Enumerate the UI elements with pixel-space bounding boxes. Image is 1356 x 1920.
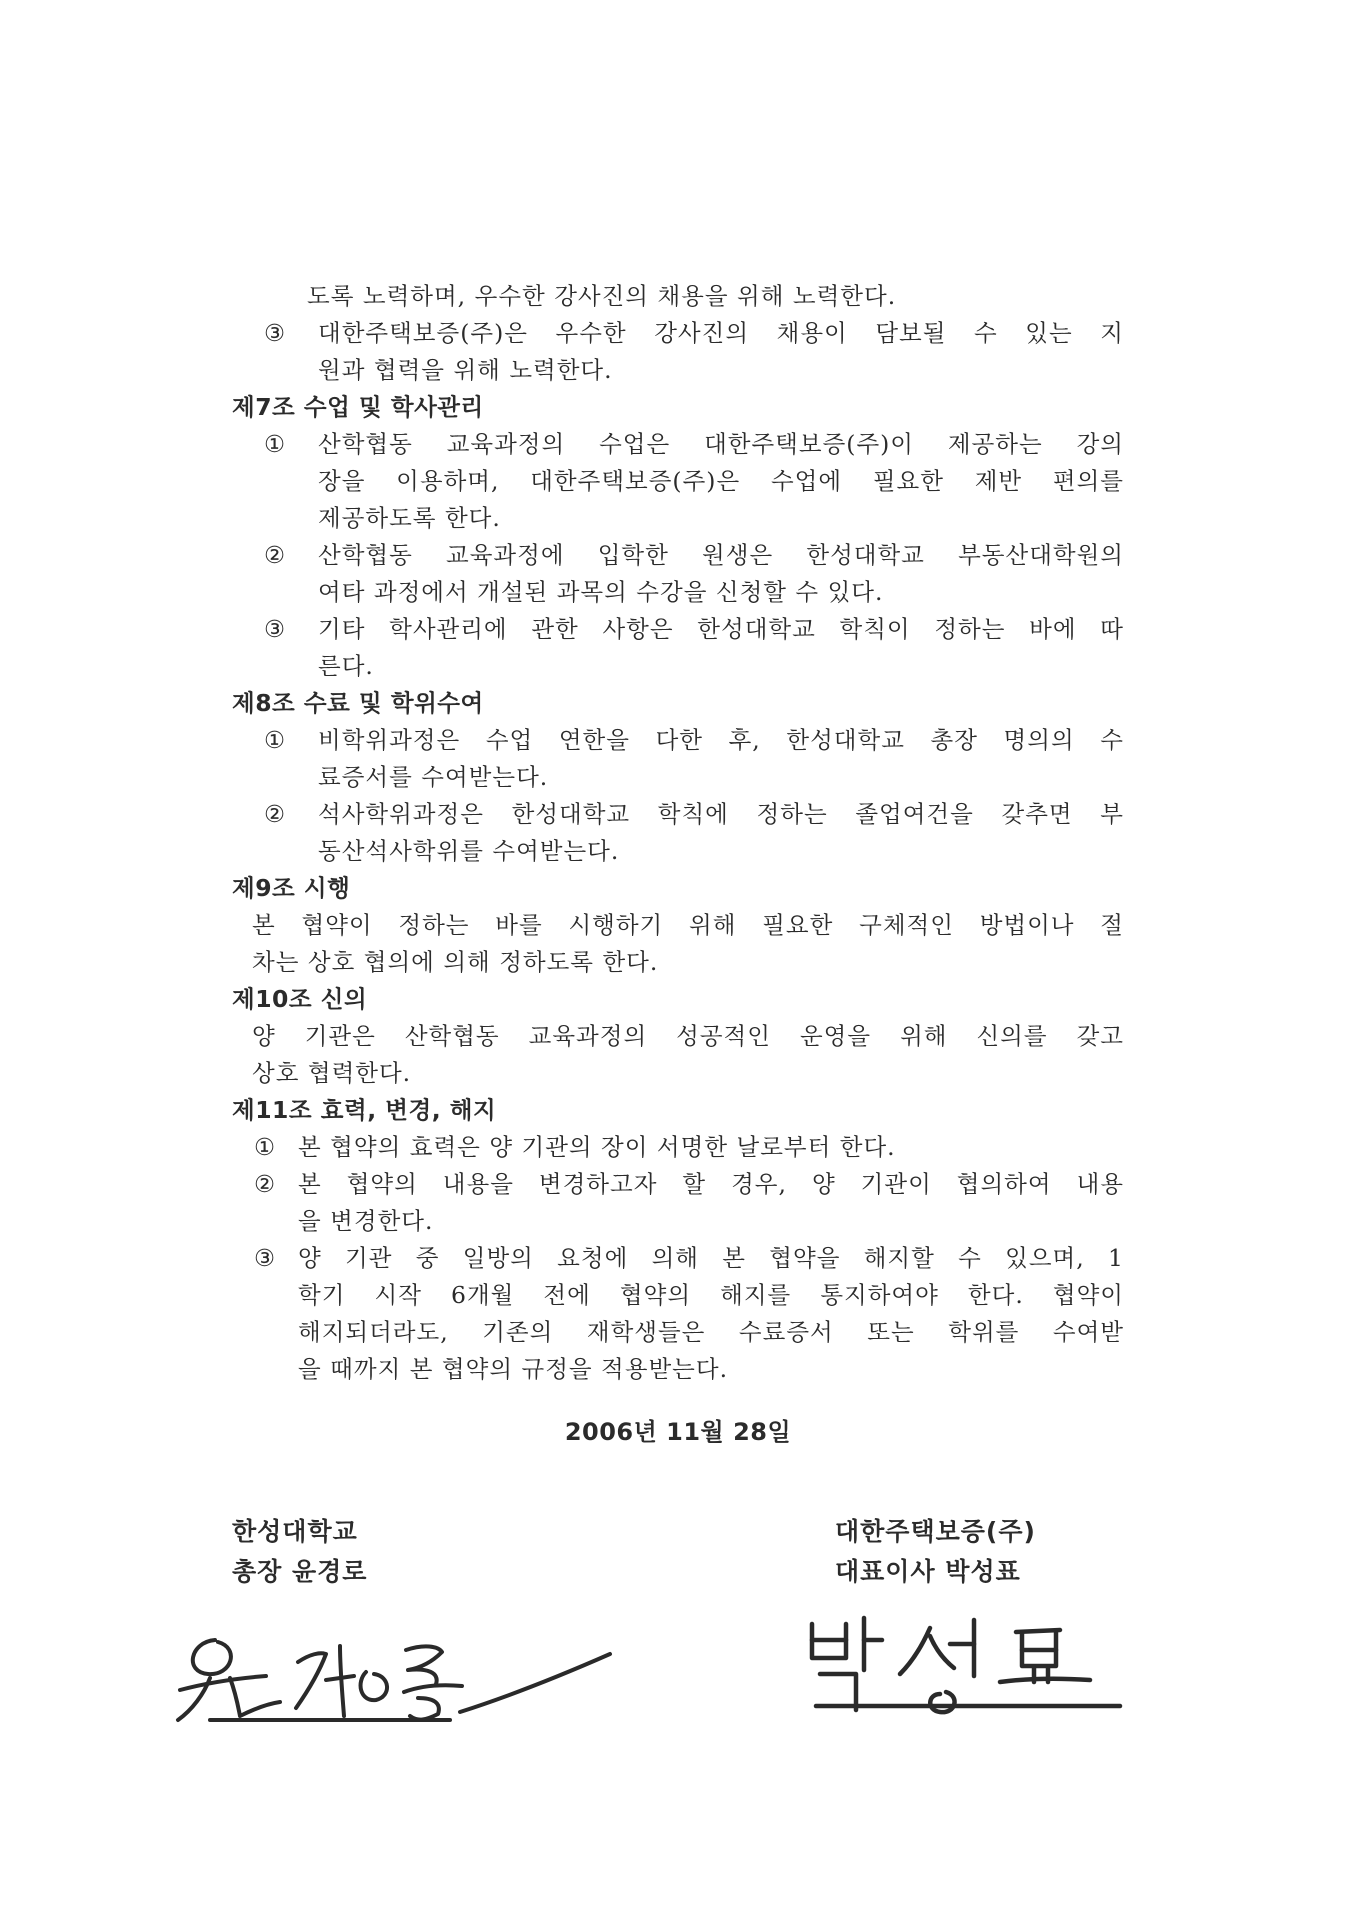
text-line: 양 기관 중 일방의 요청에 의해 본 협약을 해지할 수 있으며, 1	[298, 1244, 1124, 1272]
clause-number: ①	[254, 1133, 277, 1161]
article-heading: 제9조 시행	[232, 874, 351, 902]
text-line: 양 기관은 산학협동 교육과정의 성공적인 운영을 위해 신의를 갖고	[252, 1022, 1124, 1050]
text-line: 제공하도록 한다.	[318, 504, 501, 532]
text-line: 을 변경한다.	[298, 1207, 434, 1235]
clause-item	[232, 611, 1124, 685]
text-line: 동산석사학위를 수여받는다.	[318, 837, 620, 865]
text-line: 원과 협력을 위해 노력한다.	[318, 356, 613, 384]
clause-item	[232, 426, 1124, 537]
text-line: 을 때까지 본 협약의 규정을 적용받는다.	[298, 1355, 729, 1383]
clause-number: ③	[264, 319, 287, 347]
text-line: 상호 협력한다.	[252, 1059, 412, 1087]
agreement-date: 2006년 11월 28일	[564, 1418, 792, 1446]
clause-number: ②	[254, 1170, 277, 1198]
text-line: 른다.	[318, 652, 374, 680]
clause-item	[232, 537, 1124, 611]
article-heading: 제7조 수업 및 학사관리	[232, 393, 484, 421]
text-line: 석사학위과정은 한성대학교 학칙에 정하는 졸업여건을 갖추면 부	[318, 800, 1124, 828]
article-heading: 제10조 신의	[232, 985, 368, 1013]
clause-item	[232, 722, 1124, 796]
clause-item	[232, 796, 1124, 870]
article-heading: 제8조 수료 및 학위수여	[232, 689, 484, 717]
text-line: 학기 시작 6개월 전에 협약의 해지를 통지하여야 한다. 협약이	[298, 1281, 1124, 1309]
signatory-org: 한성대학교	[232, 1517, 358, 1546]
signatory-right	[835, 1512, 1036, 1592]
handwritten-signature-right	[790, 1610, 1130, 1720]
signatory-title-name: 대표이사 박성표	[835, 1557, 1021, 1586]
signatory-title-name: 총장 윤경로	[232, 1557, 368, 1586]
clause-item	[232, 1166, 1124, 1240]
text-line: 도록 노력하며, 우수한 강사진의 채용을 위해 노력한다.	[307, 282, 897, 310]
text-line: 기타 학사관리에 관한 사항은 한성대학교 학칙이 정하는 바에 따	[318, 615, 1124, 643]
text-line: 여타 과정에서 개설된 과목의 수강을 신청할 수 있다.	[318, 578, 884, 606]
signatory-org: 대한주택보증(주)	[835, 1517, 1036, 1546]
clause-number: ③	[254, 1244, 277, 1272]
clause-number: ①	[264, 726, 287, 754]
agreement-body	[232, 278, 1124, 1388]
clause-item	[232, 1129, 1124, 1166]
clause-number: ②	[264, 800, 287, 828]
text-line: 차는 상호 협의에 의해 정하도록 한다.	[252, 948, 659, 976]
text-line: 비학위과정은 수업 연한을 다한 후, 한성대학교 총장 명의의 수	[318, 726, 1124, 754]
text-line: 대한주택보증(주)은 우수한 강사진의 채용이 담보될 수 있는 지	[318, 319, 1124, 347]
article-heading: 제11조 효력, 변경, 해지	[232, 1096, 497, 1124]
clause-item	[232, 315, 1124, 389]
handwritten-signature-left	[170, 1612, 620, 1732]
text-line: 산학협동 교육과정의 수업은 대한주택보증(주)이 제공하는 강의	[318, 430, 1124, 458]
text-line: 료증서를 수여받는다.	[318, 763, 549, 791]
clause-number: ①	[264, 430, 287, 458]
text-line: 본 협약이 정하는 바를 시행하기 위해 필요한 구체적인 방법이나 절	[252, 911, 1124, 939]
clause-number: ③	[264, 615, 287, 643]
clause-item	[232, 1240, 1124, 1388]
text-line: 산학협동 교육과정에 입학한 원생은 한성대학교 부동산대학원의	[318, 541, 1124, 569]
text-line: 본 협약의 내용을 변경하고자 할 경우, 양 기관이 협의하여 내용	[298, 1170, 1124, 1198]
text-line: 장을 이용하며, 대한주택보증(주)은 수업에 필요한 제반 편의를	[318, 467, 1124, 495]
clause-number: ②	[264, 541, 287, 569]
text-line: 본 협약의 효력은 양 기관의 장이 서명한 날로부터 한다.	[298, 1133, 896, 1161]
signatory-left	[232, 1512, 367, 1592]
text-line: 해지되더라도, 기존의 재학생들은 수료증서 또는 학위를 수여받	[298, 1318, 1124, 1346]
